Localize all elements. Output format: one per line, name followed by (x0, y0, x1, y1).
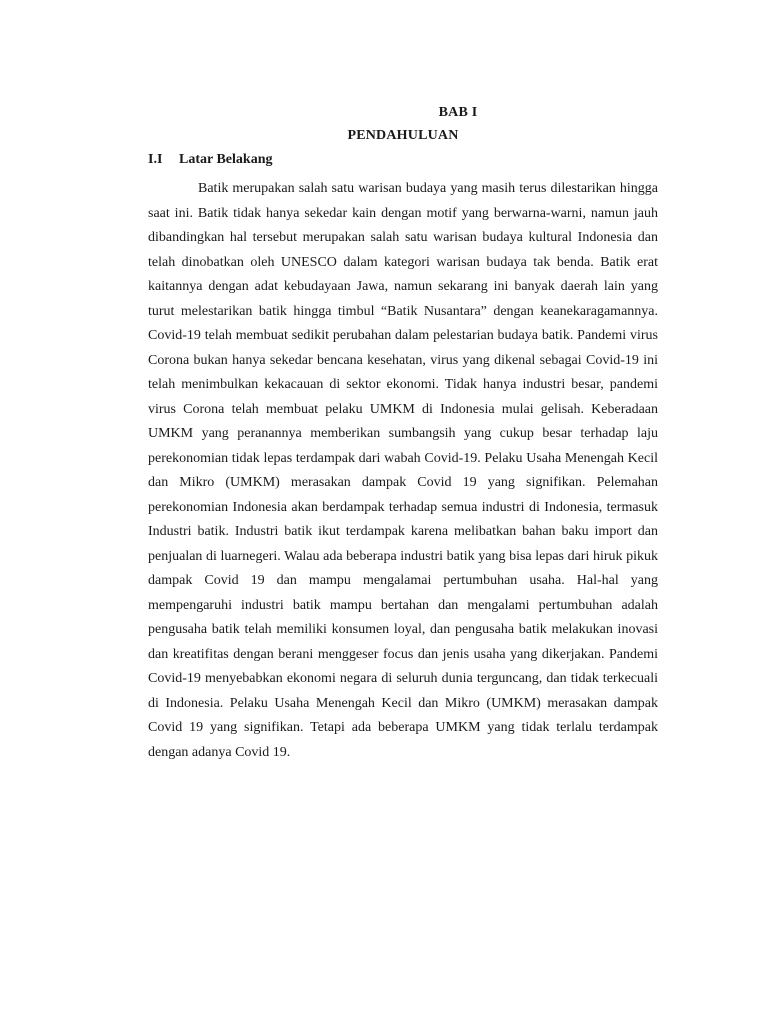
section-number: I.I (148, 152, 163, 167)
section-title: Latar Belakang (179, 152, 273, 167)
chapter-title: PENDAHULUAN (347, 128, 459, 143)
chapter-number: BAB I (438, 105, 478, 120)
section-heading (148, 152, 272, 168)
body-paragraph: Batik merupakan salah satu warisan budaya yang masih terus dilestarikan hingga saat ini. Batik tidak hanya sekedar kain dengan motif yang berwarna-warni, namun jauh dibandingkan hal tersebut merupakan salah satu warisan budaya kultural Indonesia dan telah dinobatkan oleh UNESCO dalam kategori warisan budaya tak benda. Batik erat kaitannya dengan adat kebudayaan Jawa, namun sekarang ini banyak daerah lain yang turut melestarikan batik hingga timbul “Batik Nusantara” dengan keanekaragamannya. Covid-19 telah membuat sedikit perubahan dalam pelestarian budaya batik. Pandemi virus Corona bukan hanya sekedar bencana kesehatan, virus yang dikenal sebagai Covid-19 ini telah menimbulkan kekacauan di sektor ekonomi. Tidak hanya industri besar, pandemi virus Corona telah membuat pelaku UMKM di Indonesia mulai gelisah. Keberadaan UMKM yang peranannya memberikan sumbangsih yang cukup besar terhadap laju perekonomian tidak lepas terdampak dari wabah Covid-19. Pelaku Usaha Menengah Kecil dan Mikro (UMKM) merasakan dampak Covid 19 yang signifikan. Pelemahan perekonomian Indonesia akan berdampak terhadap semua industri di Indonesia, termasuk Industri batik. Industri batik ikut terdampak karena melibatkan bahan baku import dan penjualan di luarnegeri. Walau ada beberapa industri batik yang bisa lepas dari hiruk pikuk dampak Covid 19 dan mampu mengalamai pertumbuhan usaha. Hal-hal yang mempengaruhi industri batik mampu bertahan dan mengalami pertumbuhan adalah pengusaha batik telah memiliki konsumen loyal, dan pengusaha batik melakukan inovasi dan kreatifitas dengan berani menggeser focus dan jenis usaha yang dikerjakan. Pandemi Covid-19 menyebabkan ekonomi negara di seluruh dunia terguncang, dan tidak terkecuali di Indonesia. Pelaku Usaha Menengah Kecil dan Mikro (UMKM) merasakan dampak Covid 19 yang signifikan. Tetapi ada beberapa UMKM yang tidak terlalu terdampak dengan adanya Covid 19. (148, 181, 658, 760)
